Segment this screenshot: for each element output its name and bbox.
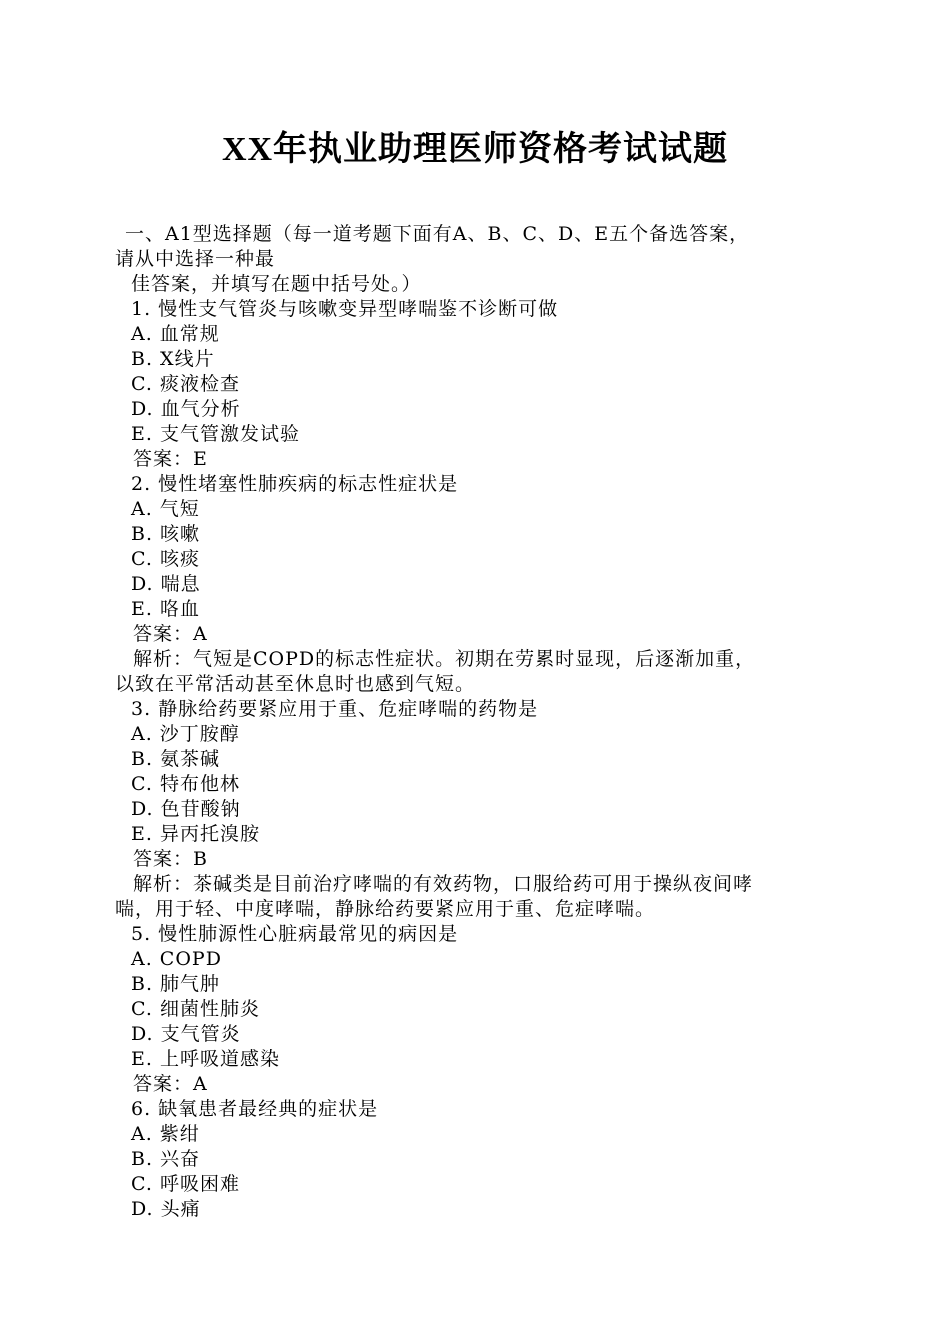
question-option: A. 血常规 [131, 323, 220, 345]
question-option: A. 沙丁胺醇 [131, 723, 240, 745]
document-title: XX年执业助理医师资格考试试题 [221, 131, 729, 168]
question-stem: 5. 慢性肺源性心脏病最常见的病因是 [131, 923, 459, 945]
section-intro-line: 一、A1型选择题（每一道考题下面有A、B、C、D、E五个备选答案， [125, 223, 750, 245]
question-stem: 6. 缺氧患者最经典的症状是 [131, 1098, 379, 1120]
question-2 [115, 472, 835, 697]
question-option: C. 咳痰 [131, 548, 200, 570]
question-6 [115, 1097, 835, 1222]
question-option: C. 痰液检查 [131, 373, 240, 395]
question-answer: 答案：B [133, 848, 208, 870]
question-option: B. 咳嗽 [131, 523, 201, 545]
question-answer: 答案：A [133, 623, 208, 645]
document-body [115, 222, 835, 1222]
question-option: E. 上呼吸道感染 [131, 1048, 280, 1070]
question-option: C. 呼吸困难 [131, 1173, 240, 1195]
section-intro [115, 222, 835, 297]
question-option: C. 特布他林 [131, 773, 240, 795]
question-analysis: 解析：气短是COPD的标志性症状。初期在劳累时显现，后逐渐加重， [133, 648, 756, 670]
question-option: E. 咯血 [131, 598, 200, 620]
question-answer: 答案：E [133, 448, 208, 470]
question-option: A. COPD [131, 948, 222, 970]
question-1 [115, 297, 835, 472]
question-option: C. 细菌性肺炎 [131, 998, 260, 1020]
question-option: E. 异丙托溴胺 [131, 823, 260, 845]
question-option: D. 血气分析 [131, 398, 241, 420]
question-stem: 1. 慢性支气管炎与咳嗽变异型哮喘鉴不诊断可做 [131, 298, 559, 320]
question-option: B. 肺气肿 [131, 973, 221, 995]
question-analysis: 以致在平常活动甚至休息时也感到气短。 [115, 673, 476, 695]
question-option: D. 支气管炎 [131, 1023, 241, 1045]
question-stem: 2. 慢性堵塞性肺疾病的标志性症状是 [131, 473, 459, 495]
question-option: E. 支气管激发试验 [131, 423, 300, 445]
section-intro-line: 请从中选择一种最 [115, 248, 276, 270]
question-option: A. 紫绀 [131, 1123, 200, 1145]
section-intro-line: 佳答案，并填写在题中括号处。） [131, 273, 422, 295]
question-option: D. 头痛 [131, 1198, 201, 1220]
question-option: D. 喘息 [131, 573, 201, 595]
question-option: D. 色苷酸钠 [131, 798, 241, 820]
question-option: B. X线片 [131, 348, 215, 370]
question-option: A. 气短 [131, 498, 200, 520]
question-3 [115, 697, 835, 922]
question-analysis: 喘，用于轻、中度哮喘，静脉给药要紧应用于重、危症哮喘。 [115, 898, 656, 920]
question-stem: 3. 静脉给药要紧应用于重、危症哮喘的药物是 [131, 698, 539, 720]
question-analysis: 解析：茶碱类是目前治疗哮喘的有效药物，口服给药可用于操纵夜间哮 [133, 873, 754, 895]
question-option: B. 兴奋 [131, 1148, 201, 1170]
question-5 [115, 922, 835, 1097]
question-option: B. 氨茶碱 [131, 748, 221, 770]
question-answer: 答案：A [133, 1073, 208, 1095]
